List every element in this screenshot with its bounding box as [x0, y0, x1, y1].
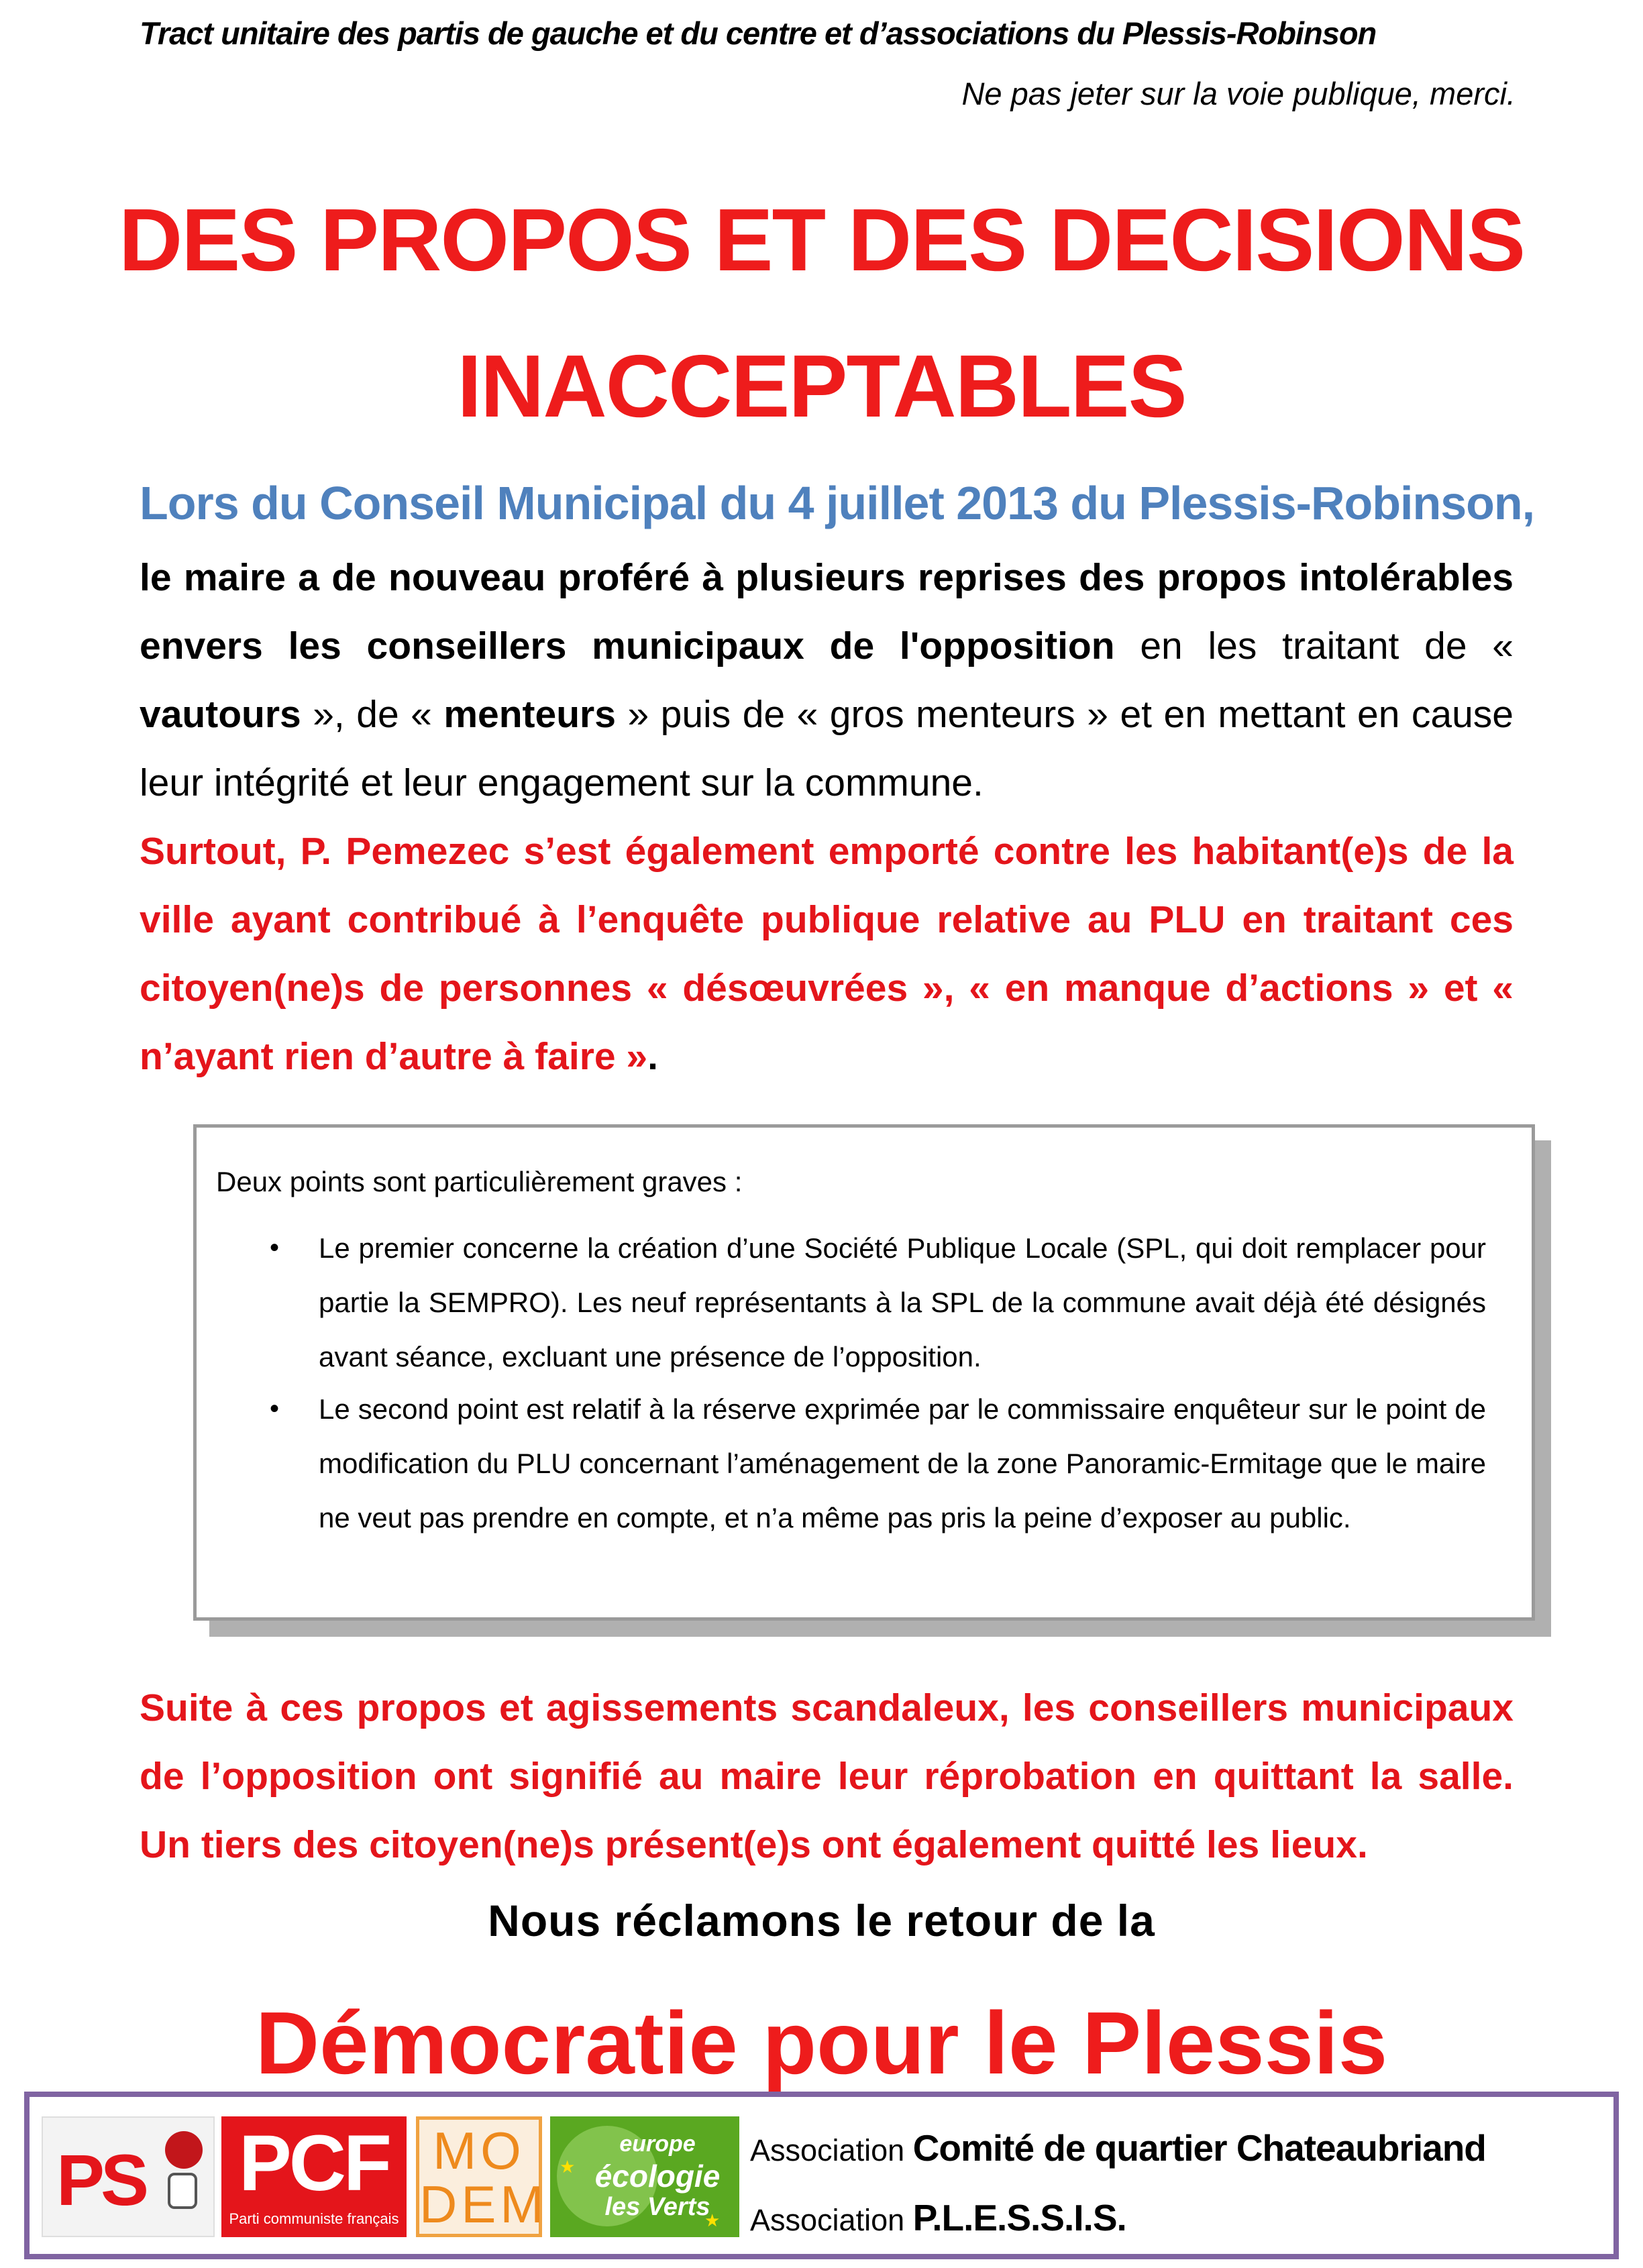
star-icon: ★: [704, 2210, 721, 2230]
header-tagline: Tract unitaire des partis de gauche et du centre et d’associations du Plessis-Robinson: [140, 15, 1377, 51]
title-line-1: DES PROPOS ET DES DECISIONS: [118, 191, 1525, 289]
ps-logo-text: PS: [56, 2139, 146, 2220]
bullet-icon: •: [270, 1233, 280, 1262]
pcf-logo-text: PCF: [239, 2119, 389, 2208]
slogan: Démocratie pour le Plessis: [255, 1994, 1388, 2092]
intro-word-vautours: vautours: [140, 693, 301, 736]
box-item-2: Le second point est relatif à la réserve exprimée par le commissaire enquêteur sur le point de modification du PLU concernant l’aménagement de la zone Panoramic-Ermitage que le maire ne veut pas prendre en compte, et n’a même pas pris la peine d’exposer au public.: [319, 1393, 1486, 1533]
call-line: Nous réclamons le retour de la: [488, 1896, 1155, 1945]
modem-logo-line-2: DEM: [419, 2175, 548, 2234]
intro-word-menteurs: menteurs: [443, 693, 616, 736]
association-prefix: Association: [750, 2133, 913, 2167]
eelv-logo: [550, 2116, 739, 2237]
conclusion-paragraph: Suite à ces propos et agissements scandaleux, les conseillers municipaux de l’opposition ont signifié au maire leur réprobation en quittant la salle. Un tiers des citoyen(ne)s présent(e)s ont également quitté les lieux.: [140, 1686, 1514, 1866]
intro-text-3: » puis de « gros menteurs » et en mettant en cause leur intégrité et leur engagement sur la commune.: [140, 693, 1514, 804]
eelv-logo-line-1: europe: [619, 2131, 696, 2157]
intro-text-1: en les traitant de «: [1114, 625, 1514, 667]
intro-bold-lead: le maire a de nouveau proféré à plusieurs reprises des propos intolérables envers les conseillers municipaux de l'opposition: [140, 556, 1514, 667]
box-intro: Deux points sont particulièrement graves :: [216, 1166, 743, 1197]
association-name: P.L.E.S.S.I.S.: [912, 2197, 1126, 2238]
association-name: Comité de quartier Chateaubriand: [912, 2127, 1486, 2169]
association-prefix: Association: [750, 2203, 913, 2237]
pcf-logo-subtitle: Parti communiste français: [229, 2210, 399, 2227]
star-icon: ★: [560, 2157, 576, 2177]
pcf-logo: [221, 2116, 407, 2237]
intro-paragraph: [140, 543, 1514, 817]
ps-logo: [42, 2116, 215, 2237]
red-paragraph-end: .: [647, 1035, 658, 1078]
association-1: [750, 2126, 1486, 2169]
rose-icon: [165, 2131, 203, 2169]
fist-icon: [168, 2173, 197, 2209]
subtitle: Lors du Conseil Municipal du 4 juillet 2013 du Plessis-Robinson,: [140, 477, 1535, 529]
red-paragraph: [140, 817, 1514, 1091]
modem-logo: [416, 2116, 548, 2237]
box-item-1: Le premier concerne la création d’une Société Publique Locale (SPL, qui doit remplacer pour partie la SEMPRO). Les neuf représentants à la SPL de la commune avait déjà été désignés avant séance, excluant une présence de l’opposition.: [319, 1232, 1486, 1372]
bullet-icon: •: [270, 1394, 280, 1423]
eelv-logo-line-3: les Verts: [604, 2193, 710, 2221]
eelv-logo-line-2: écologie: [594, 2159, 721, 2194]
intro-text-2: », de «: [301, 693, 444, 736]
title-line-2: INACCEPTABLES: [457, 337, 1186, 435]
modem-logo-line-1: MO: [433, 2121, 525, 2180]
association-2: [750, 2196, 1126, 2239]
header-notice: Ne pas jeter sur la voie publique, merci.: [961, 76, 1516, 111]
red-paragraph-text: Surtout, P. Pemezec s’est également emporté contre les habitant(e)s de la ville ayant contribué à l’enquête publique relative au PLU en traitant ces citoyen(ne)s de personnes « désœuvrées », « en manque d’actions » et « n’ayant rien d’autre à faire »: [140, 830, 1514, 1078]
